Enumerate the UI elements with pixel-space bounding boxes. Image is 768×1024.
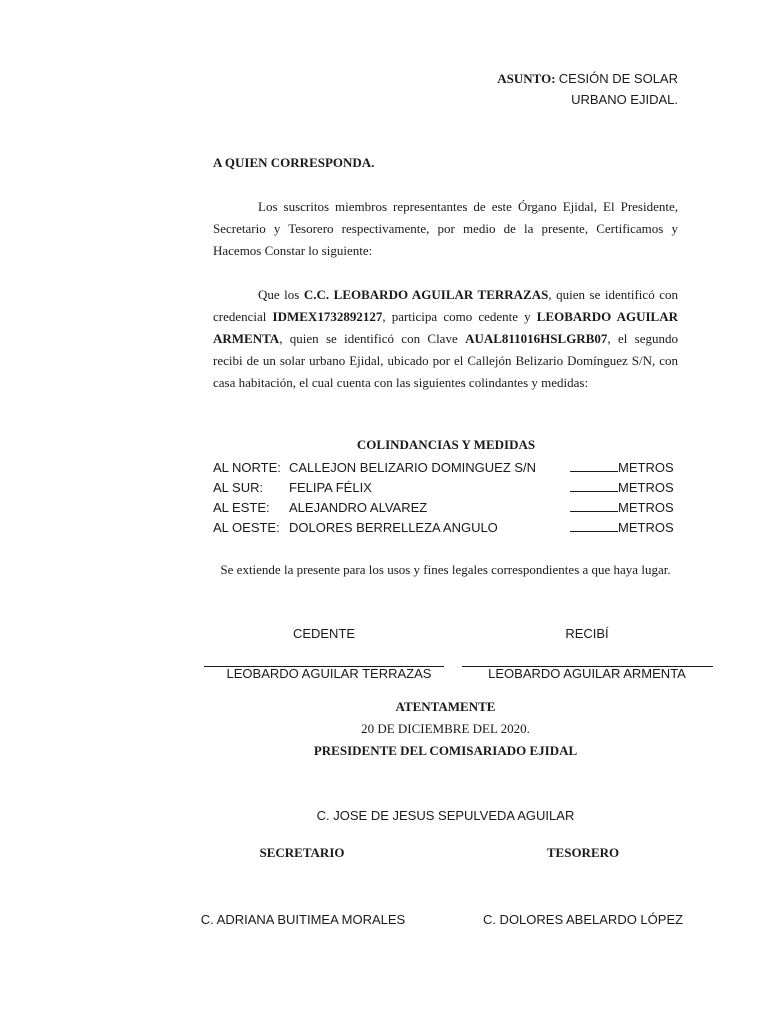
- intro-paragraph-text: Los suscritos miembros representantes de este Órgano Ejidal, El Presidente, Secretario y Tesorero respectivamente, por medio de la presente, Certificamos y Hacemos Constar lo siguiente:: [213, 199, 678, 258]
- transfer-text-3: , participa como cedente y: [382, 309, 537, 324]
- boundary-value: ALEJANDRO ALVAREZ: [289, 500, 428, 515]
- transfer-text-2: , quien se identificó con credencial: [213, 287, 678, 324]
- recipient-highlight: LEOBARDO AGUILAR ARMENTA: [213, 309, 679, 346]
- tesorero-name: C. DOLORES ABELARDO LÓPEZ: [482, 912, 684, 927]
- boundary-value: FELIPA FÉLIX: [289, 480, 372, 495]
- subject-block: [497, 68, 678, 110]
- secretario-title: SECRETARIO: [259, 845, 345, 860]
- transfer-paragraph: [213, 284, 678, 394]
- boundary-row-south: [213, 478, 678, 498]
- credential-id: IDMEX1732892127: [272, 309, 383, 324]
- president-name: C. JOSE DE JESUS SEPULVEDA AGUILAR: [316, 808, 575, 823]
- boundary-value: DOLORES BERRELLEZA ANGULO: [289, 520, 498, 535]
- president-title: PRESIDENTE DEL COMISARIADO EJIDAL: [313, 743, 578, 758]
- transfer-text-5: , el segundo recibi de un solar urbano Ejidal, ubicado por el Callejón Belizario Domínguez S/N, con casa habitación, el cual cuenta con las siguientes colindantes y medidas:: [213, 331, 678, 390]
- boundary-measure: [570, 478, 674, 498]
- tesorero-title: TESORERO: [546, 845, 620, 860]
- transfer-text-1: Que los: [258, 287, 304, 302]
- secretario-name: C. ADRIANA BUITIMEA MORALES: [200, 912, 406, 927]
- boundary-row-north: [213, 458, 678, 478]
- boundary-label: AL ESTE:: [213, 500, 270, 515]
- boundary-measure: [570, 498, 674, 518]
- measure-unit: METROS: [618, 520, 674, 535]
- subject-line-1: [497, 68, 678, 89]
- subject-text-1: CESIÓN DE SOLAR: [558, 71, 678, 86]
- boundary-measure: [570, 518, 674, 538]
- subject-label: ASUNTO:: [497, 71, 556, 86]
- closing-statement: Se extiende la presente para los usos y fines legales correspondientes a que haya lugar.: [220, 562, 671, 577]
- measure-unit: METROS: [618, 460, 674, 475]
- measure-unit: METROS: [618, 480, 674, 495]
- addressee: A QUIEN CORRESPONDA.: [213, 155, 375, 170]
- boundary-row-east: [213, 498, 678, 518]
- cedente-highlight: C.C. LEOBARDO AGUILAR TERRAZAS: [303, 287, 549, 302]
- boundary-label: AL SUR:: [213, 480, 264, 495]
- cedente-name: LEOBARDO AGUILAR TERRAZAS: [226, 666, 432, 681]
- document-date: 20 DE DICIEMBRE DEL 2020.: [361, 721, 530, 736]
- boundaries-title: COLINDANCIAS Y MEDIDAS: [356, 437, 536, 452]
- cedente-title: CEDENTE: [292, 626, 356, 641]
- measure-blank: [570, 500, 618, 512]
- subject-text-2: URBANO EJIDAL.: [571, 92, 678, 107]
- measure-blank: [570, 520, 618, 532]
- measure-blank: [570, 460, 618, 472]
- transfer-paragraph-text: [213, 284, 678, 394]
- measure-blank: [570, 480, 618, 492]
- boundary-value: CALLEJON BELIZARIO DOMINGUEZ S/N: [289, 460, 537, 475]
- recibi-title: RECIBÍ: [565, 626, 609, 641]
- recibi-name: LEOBARDO AGUILAR ARMENTA: [488, 666, 686, 681]
- transfer-text-4: , quien se identificó con Clave: [279, 331, 466, 346]
- measure-unit: METROS: [618, 500, 674, 515]
- boundary-label: AL NORTE:: [213, 460, 281, 475]
- boundary-label: AL OESTE:: [213, 520, 280, 535]
- boundary-measure: [570, 458, 674, 478]
- curp-key: AUAL811016HSLGRB07: [465, 331, 608, 346]
- boundary-row-west: [213, 518, 678, 538]
- atentamente-heading: ATENTAMENTE: [395, 699, 496, 714]
- intro-paragraph: [213, 196, 678, 262]
